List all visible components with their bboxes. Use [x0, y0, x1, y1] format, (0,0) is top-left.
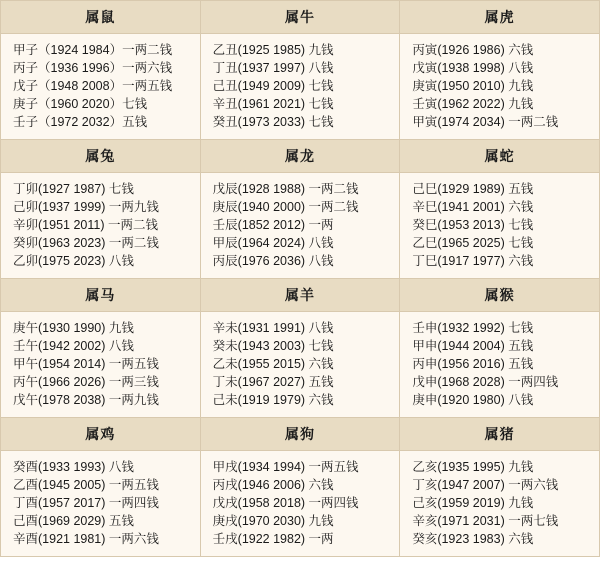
list-item: 壬午(1942 2002) 八钱 — [13, 339, 134, 353]
list-item: 乙未(1955 2015) 六钱 — [212, 357, 334, 371]
zodiac-entry-list — [201, 173, 400, 278]
list-item: 乙丑(1925 1985) 九钱 — [212, 43, 334, 57]
zodiac-title: 属猴 — [400, 279, 599, 312]
zodiac-title: 属虎 — [400, 1, 599, 34]
table-row — [1, 418, 600, 557]
list-item: 乙卯(1975 2023) 八钱 — [13, 254, 134, 268]
zodiac-title: 属鸡 — [1, 418, 200, 451]
list-item: 乙酉(1945 2005) 一两五钱 — [13, 478, 159, 492]
zodiac-title: 属猪 — [400, 418, 599, 451]
list-item: 己卯(1937 1999) 一两九钱 — [13, 200, 159, 214]
list-item: 癸酉(1933 1993) 八钱 — [13, 460, 134, 474]
list-item: 丙寅(1926 1986) 六钱 — [412, 43, 534, 57]
zodiac-entry-list — [1, 173, 200, 278]
list-item: 丁未(1967 2027) 五钱 — [212, 375, 334, 389]
zodiac-cell-rabbit — [1, 140, 201, 279]
list-item: 丙子（1936 1996）一两六钱 — [13, 61, 173, 75]
list-item: 辛卯(1951 2011) 一两二钱 — [13, 218, 158, 232]
zodiac-title: 属狗 — [201, 418, 400, 451]
table-row — [1, 140, 600, 279]
zodiac-entry-list — [201, 451, 400, 556]
list-item: 乙亥(1935 1995) 九钱 — [412, 460, 534, 474]
zodiac-title: 属鼠 — [1, 1, 200, 34]
list-item: 甲辰(1964 2024) 八钱 — [212, 236, 334, 250]
list-item: 辛酉(1921 1981) 一两六钱 — [13, 532, 159, 546]
list-item: 甲申(1944 2004) 五钱 — [412, 339, 534, 353]
list-item: 戊寅(1938 1998) 八钱 — [412, 61, 534, 75]
zodiac-cell-horse — [1, 279, 201, 418]
zodiac-cell-pig — [400, 418, 600, 557]
list-item: 壬戌(1922 1982) 一两 — [212, 532, 334, 546]
list-item: 乙巳(1965 2025) 七钱 — [412, 236, 534, 250]
list-item: 丁亥(1947 2007) 一两六钱 — [412, 478, 559, 492]
list-item: 庚寅(1950 2010) 九钱 — [412, 79, 534, 93]
list-item: 庚辰(1940 2000) 一两二钱 — [212, 200, 359, 214]
list-item: 丙申(1956 2016) 五钱 — [412, 357, 534, 371]
list-item: 癸卯(1963 2023) 一两二钱 — [13, 236, 159, 250]
zodiac-title: 属马 — [1, 279, 200, 312]
zodiac-entry-list — [400, 173, 599, 278]
list-item: 壬辰(1852 2012) 一两 — [212, 218, 334, 232]
list-item: 丁丑(1937 1997) 八钱 — [212, 61, 334, 75]
list-item: 丙午(1966 2026) 一两三钱 — [13, 375, 159, 389]
zodiac-cell-snake — [400, 140, 600, 279]
list-item: 壬寅(1962 2022) 九钱 — [412, 97, 534, 111]
zodiac-title: 属蛇 — [400, 140, 599, 173]
list-item: 癸亥(1923 1983) 六钱 — [412, 532, 534, 546]
list-item: 辛巳(1941 2001) 六钱 — [412, 200, 534, 214]
zodiac-cell-dog — [200, 418, 400, 557]
list-item: 丙戌(1946 2006) 六钱 — [212, 478, 334, 492]
list-item: 甲午(1954 2014) 一两五钱 — [13, 357, 159, 371]
zodiac-entry-list — [400, 34, 599, 139]
zodiac-cell-dragon — [200, 140, 400, 279]
list-item: 庚午(1930 1990) 九钱 — [13, 321, 134, 335]
list-item: 庚戌(1970 2030) 九钱 — [212, 514, 334, 528]
zodiac-cell-rat — [1, 1, 201, 140]
list-item: 壬申(1932 1992) 七钱 — [412, 321, 534, 335]
zodiac-cell-goat — [200, 279, 400, 418]
list-item: 己亥(1959 2019) 九钱 — [412, 496, 534, 510]
list-item: 戊午(1978 2038) 一两九钱 — [13, 393, 159, 407]
list-item: 丁卯(1927 1987) 七钱 — [13, 182, 134, 196]
list-item: 甲子（1924 1984）一两二钱 — [13, 43, 173, 57]
zodiac-cell-tiger — [400, 1, 600, 140]
list-item: 丁巳(1917 1977) 六钱 — [412, 254, 534, 268]
table-body — [1, 1, 600, 557]
list-item: 己丑(1949 2009) 七钱 — [212, 79, 334, 93]
list-item: 己酉(1969 2029) 五钱 — [13, 514, 134, 528]
list-item: 甲寅(1974 2034) 一两二钱 — [412, 115, 559, 129]
zodiac-entry-list — [1, 312, 200, 417]
list-item: 戊子（1948 2008）一两五钱 — [13, 79, 173, 93]
list-item: 壬子（1972 2032）五钱 — [13, 115, 148, 129]
list-item: 戊辰(1928 1988) 一两二钱 — [212, 182, 359, 196]
zodiac-cell-ox — [200, 1, 400, 140]
list-item: 癸巳(1953 2013) 七钱 — [412, 218, 534, 232]
zodiac-entry-list — [400, 451, 599, 556]
table-row — [1, 279, 600, 418]
list-item: 戊申(1968 2028) 一两四钱 — [412, 375, 559, 389]
zodiac-cell-monkey — [400, 279, 600, 418]
table-row — [1, 1, 600, 140]
list-item: 庚子（1960 2020）七钱 — [13, 97, 148, 111]
list-item: 辛亥(1971 2031) 一两七钱 — [412, 514, 559, 528]
list-item: 己未(1919 1979) 六钱 — [212, 393, 334, 407]
list-item: 戊戌(1958 2018) 一两四钱 — [212, 496, 359, 510]
zodiac-entry-list — [1, 34, 200, 139]
list-item: 庚申(1920 1980) 八钱 — [412, 393, 534, 407]
list-item: 丁酉(1957 2017) 一两四钱 — [13, 496, 159, 510]
list-item: 甲戌(1934 1994) 一两五钱 — [212, 460, 359, 474]
list-item: 癸丑(1973 2033) 七钱 — [212, 115, 334, 129]
list-item: 己巳(1929 1989) 五钱 — [412, 182, 534, 196]
zodiac-title: 属羊 — [201, 279, 400, 312]
zodiac-entry-list — [400, 312, 599, 417]
zodiac-cell-rooster — [1, 418, 201, 557]
zodiac-entry-list — [201, 312, 400, 417]
list-item: 辛未(1931 1991) 八钱 — [212, 321, 334, 335]
zodiac-title: 属兔 — [1, 140, 200, 173]
list-item: 丙辰(1976 2036) 八钱 — [212, 254, 334, 268]
zodiac-title: 属牛 — [201, 1, 400, 34]
zodiac-entry-list — [201, 34, 400, 139]
list-item: 癸未(1943 2003) 七钱 — [212, 339, 334, 353]
list-item: 辛丑(1961 2021) 七钱 — [212, 97, 334, 111]
zodiac-entry-list — [1, 451, 200, 556]
zodiac-title: 属龙 — [201, 140, 400, 173]
